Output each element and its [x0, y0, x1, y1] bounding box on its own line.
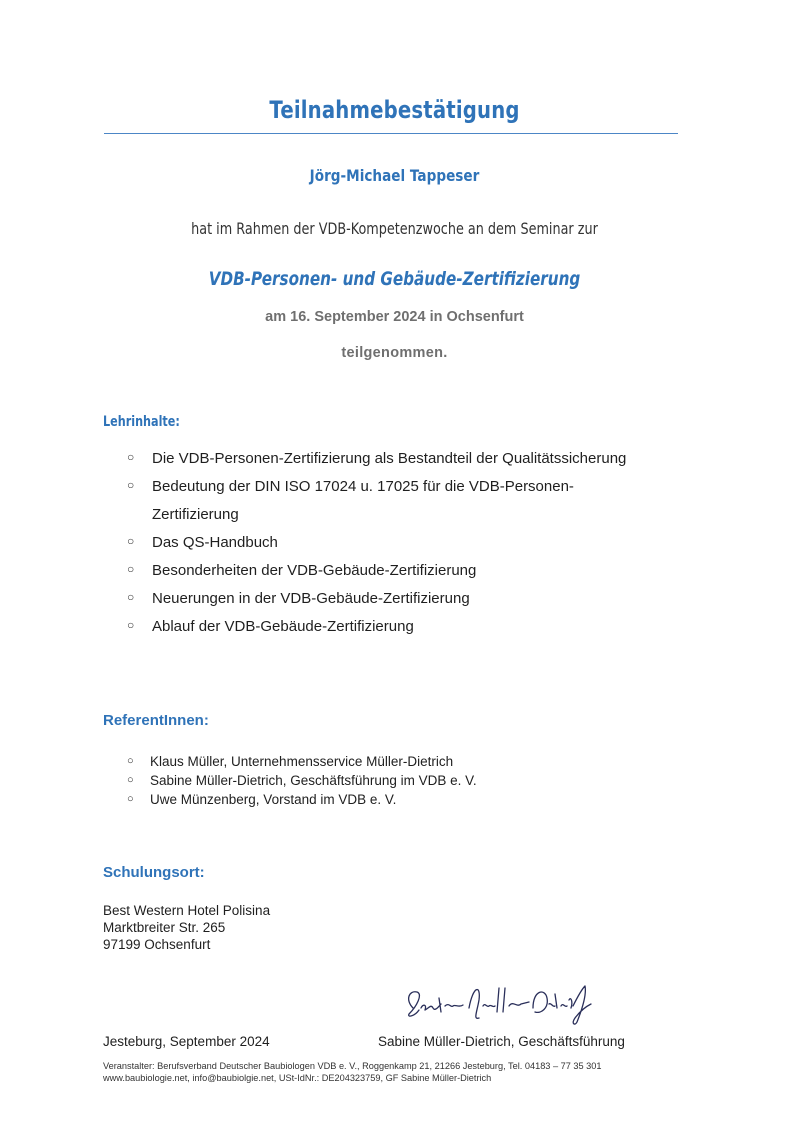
list-item: ○ Sabine Müller-Dietrich, Geschäftsführung im VDB e. V. — [127, 773, 477, 788]
footer-organizer: Veranstalter: Berufsverband Deutscher Baubiologen VDB e. V., Roggenkamp 21, 21266 Jesteburg, Tel. 04183 – 77 35 301 — [103, 1061, 602, 1071]
list-item: ○ Bedeutung der DIN ISO 17024 u. 17025 für die VDB-Personen- — [127, 478, 574, 495]
list-item-continuation: Zertifizierung — [152, 506, 239, 523]
list-item: ○ Ablauf der VDB-Gebäude-Zertifizierung — [127, 618, 414, 635]
bullet-icon: ○ — [127, 793, 134, 805]
venue-address — [103, 902, 270, 953]
list-item: ○ Neuerungen in der VDB-Gebäude-Zertifizierung — [127, 590, 470, 607]
bullet-icon: ○ — [127, 774, 134, 786]
venue-city: 97199 Ochsenfurt — [103, 937, 211, 952]
bullet-icon: ○ — [127, 755, 134, 767]
footer-contact: www.baubiologie.net, info@baubiolgie.net, USt-IdNr.: DE204323759, GF Sabine Müller-Dietrich — [103, 1073, 492, 1083]
bullet-icon: ○ — [127, 534, 135, 548]
list-item: ○ Das QS-Handbuch — [127, 534, 278, 551]
footer — [103, 1060, 602, 1084]
bullet-icon: ○ — [127, 618, 135, 632]
participant-name: Jörg-Michael Tappeser — [309, 166, 480, 185]
place-date: Jesteburg, September 2024 — [103, 1034, 270, 1049]
referenten-heading: ReferentInnen: — [103, 712, 209, 729]
seminar-date-location: am 16. September 2024 in Ochsenfurt — [265, 309, 524, 325]
bullet-icon: ○ — [127, 590, 135, 604]
document-title: Teilnahmebestätigung — [269, 96, 520, 124]
schulungsort-heading: Schulungsort: — [103, 864, 205, 881]
list-item: ○ Die VDB-Personen-Zertifizierung als Bestandteil der Qualitätssicherung — [127, 450, 627, 467]
signer-name: Sabine Müller-Dietrich, Geschäftsführung — [378, 1034, 625, 1049]
lehrinhalte-heading: Lehrinhalte: — [103, 414, 180, 430]
list-item: ○ Besonderheiten der VDB-Gebäude-Zertifizierung — [127, 562, 477, 579]
list-item: ○ Klaus Müller, Unternehmensservice Müller-Dietrich — [127, 754, 454, 769]
attended-text: teilgenommen. — [341, 345, 448, 361]
bullet-icon: ○ — [127, 450, 135, 464]
bullet-icon: ○ — [127, 478, 135, 492]
venue-street: Marktbreiter Str. 265 — [103, 920, 226, 935]
seminar-title: VDB-Personen- und Gebäude-Zertifizierung — [208, 268, 581, 290]
venue-name: Best Western Hotel Polisina — [103, 903, 271, 918]
handwritten-signature — [395, 978, 615, 1028]
bullet-icon: ○ — [127, 562, 135, 576]
list-item: ○ Uwe Münzenberg, Vorstand im VDB e. V. — [127, 792, 397, 807]
referenten-list — [0, 754, 789, 811]
title-underline — [104, 133, 678, 134]
intro-text: hat im Rahmen der VDB-Kompetenzwoche an dem Seminar zur — [191, 219, 598, 238]
